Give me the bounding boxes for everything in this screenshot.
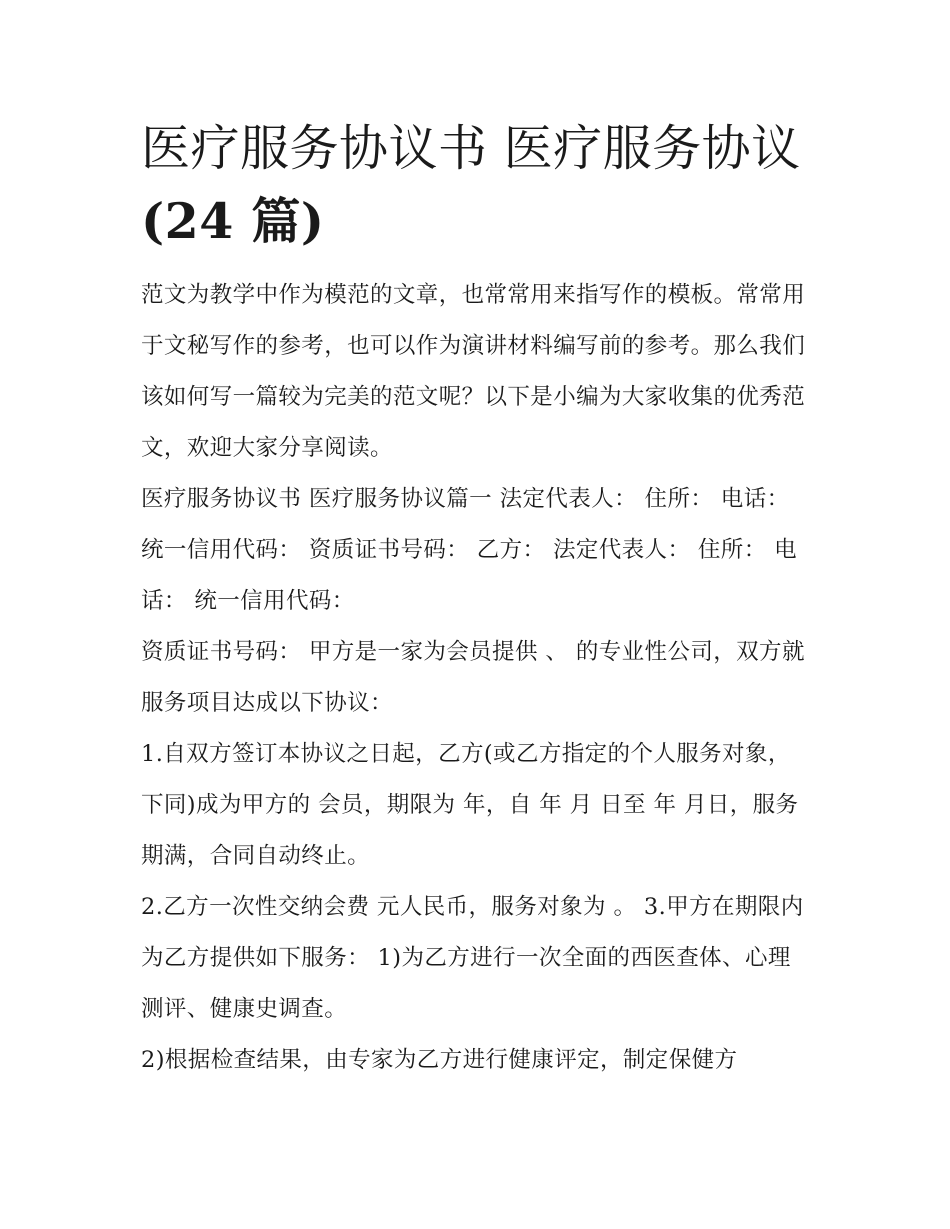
title-line-2: (24 篇) bbox=[141, 192, 325, 250]
party-info-paragraph: 医疗服务协议书 医疗服务协议篇一 法定代表人： 住所： 电话： 统一信用代码： 资质证书号码： 乙方： 法定代表人： 住所： 电话： 统一信用代码： bbox=[141, 486, 798, 614]
clause-2-3-paragraph: 2.乙方一次性交纳会费 元人民币，服务对象为 。 3.甲方在期限内为乙方提供如下服务： 1)为乙方进行一次全面的西医查体、心理测评、健康史调查。 bbox=[141, 894, 804, 1022]
intro-paragraph: 范文为教学中作为模范的文章，也常常用来指写作的模板。常常用于文秘写作的参考，也可以作为演讲材料编写前的参考。那么我们该如何写一篇较为完美的范文呢？以下是小编为大家收集的优秀范文，欢迎大家分享阅读。 bbox=[141, 282, 806, 461]
document-page bbox=[141, 112, 813, 1086]
clause-1-paragraph: 1.自双方签订本协议之日起，乙方(或乙方指定的个人服务对象，下同)成为甲方的 会员，期限为 年，自 年 月 日至 年 月日，服务期满，合同自动终止。 bbox=[141, 741, 799, 869]
clause-service-2-paragraph: 2)根据检查结果，由专家为乙方进行健康评定，制定保健方 bbox=[141, 1047, 738, 1073]
preamble-paragraph: 资质证书号码： 甲方是一家为会员提供 、 的专业性公司，双方就服务项目达成以下协议： bbox=[141, 639, 805, 716]
document-title bbox=[141, 112, 813, 258]
title-line-1: 医疗服务协议书 医疗服务协议 bbox=[141, 120, 801, 177]
